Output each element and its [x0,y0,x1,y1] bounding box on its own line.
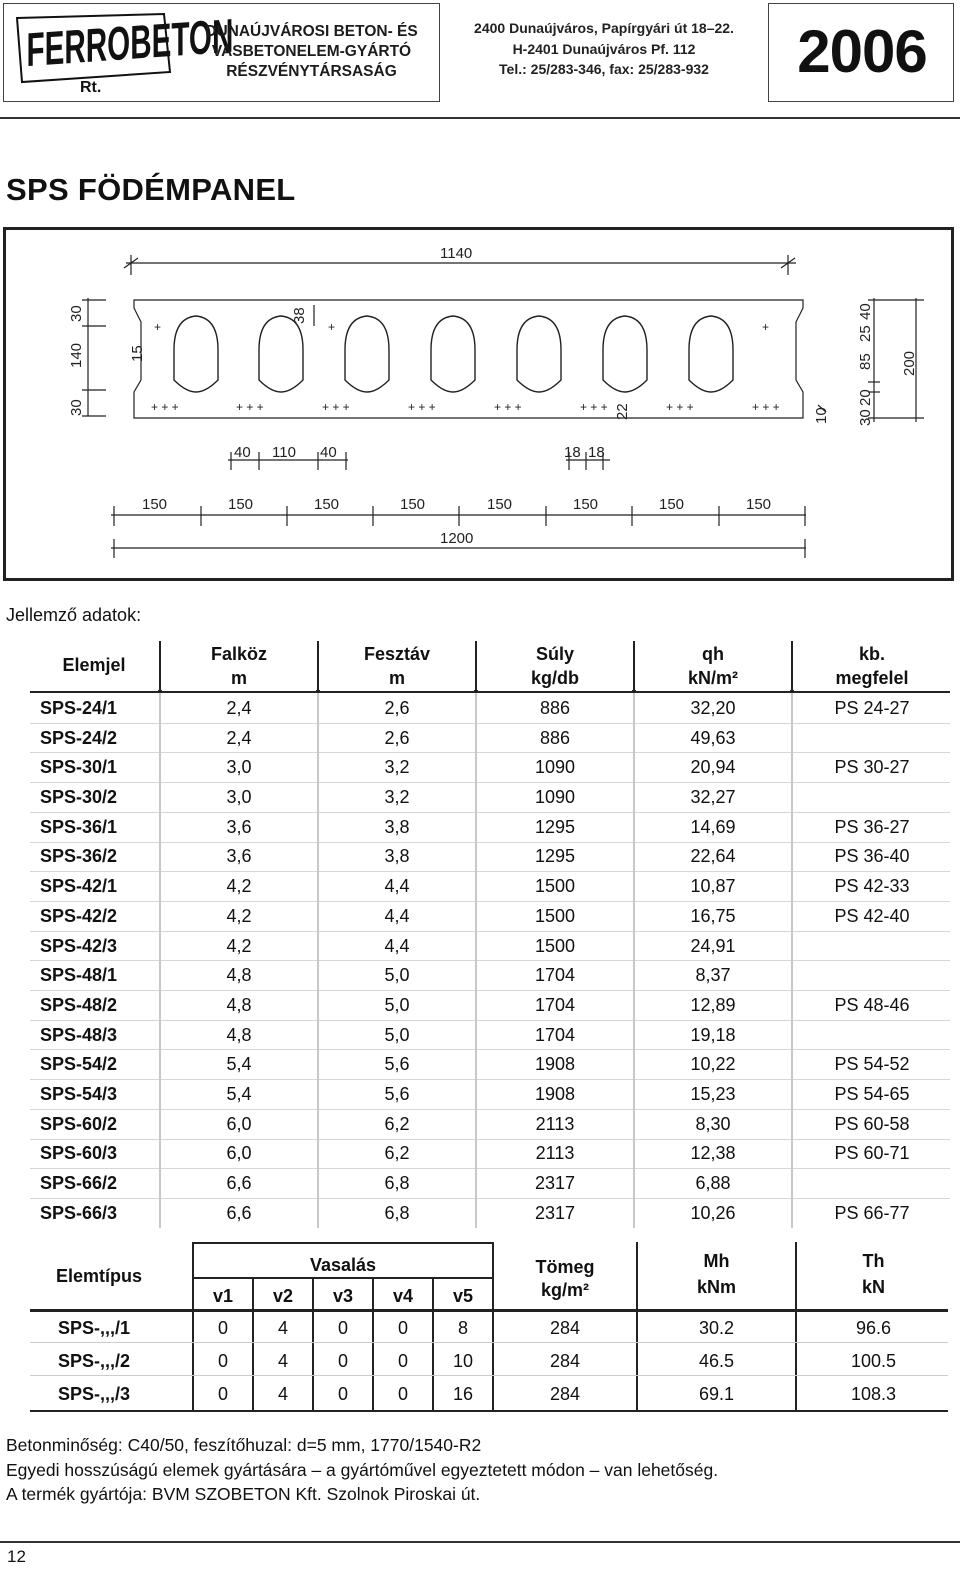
table-cell: 32,20 [690,698,736,718]
table-cell: 6,88 [695,1173,731,1193]
table-cell: 100.5 [850,1351,897,1371]
table-cell: 284 [549,1318,581,1338]
svg-text:+ + +: + + + [752,400,780,414]
dim-label: 15 [129,345,146,362]
table-cell: 1500 [534,905,576,926]
table-divider [633,641,635,691]
logo-suffix: Rt. [80,79,102,96]
table-cell: SPS-30/1 [40,757,118,778]
table-cell: 12,89 [690,994,736,1015]
dim-label: 85 [857,353,874,370]
table-row [30,901,950,931]
table-cell [794,1020,950,1050]
table-cell: 5,6 [384,1054,410,1075]
table-row [30,1079,950,1109]
table-cell: 4,4 [384,876,410,897]
table-cell: 284 [549,1384,581,1404]
table-cell: SPS-54/3 [40,1083,118,1104]
address-line: 2400 Dunaújváros, Papírgyári út 18–22. [474,20,734,36]
dim-label: 10 [813,407,830,424]
table-cell: 6,2 [384,1143,410,1164]
col-header-vasalas: Vasalás [309,1255,377,1275]
note-line: Egyedi hosszúságú elemek gyártására – a gyártóművel egyeztetett módon – van lehetőség. [6,1459,719,1480]
table-cell: 4,2 [226,905,252,926]
table-cell: SPS-48/3 [40,1024,118,1045]
table-row [30,1168,950,1198]
company-line: RÉSZVÉNYTÁRSASÁG [226,63,397,80]
table-row [30,1138,950,1168]
table-row [30,782,950,812]
table-row [30,931,950,961]
table-row [30,1049,950,1079]
dim-label: 1140 [440,245,473,262]
table-cell: SPS-42/3 [40,935,118,956]
table-cell: 20,94 [690,757,736,778]
table-cell: 10,22 [690,1054,736,1075]
table-cell: SPS-60/2 [40,1113,118,1134]
table-cell: 6,0 [226,1143,252,1164]
table-cell: 4,2 [226,935,252,956]
svg-text:+ + +: + + + [322,400,350,414]
col-header-unit: m [388,668,405,688]
table-cell: 108.3 [850,1384,897,1404]
table-cell: SPS-,,,/2 [58,1351,131,1371]
table-row [30,693,950,723]
table-cell: 46.5 [698,1351,735,1371]
col-header-unit: m [230,668,247,688]
page-title: SPS FÖDÉMPANEL [6,172,296,207]
dim-label: 1200 [440,530,474,547]
table-cell: SPS-24/2 [40,727,118,748]
table-cell: 4,8 [226,965,252,986]
table-cell: 5,0 [384,1024,410,1045]
reinforcement-table [30,1242,950,1412]
table-cell: 8,37 [695,965,731,986]
note-line: A termék gyártója: BVM SZOBETON Kft. Szolnok Piroskai út. [6,1484,481,1504]
table-cell: 1090 [534,787,576,808]
table-cell: 6,8 [384,1173,410,1193]
table-cell: 14,69 [690,816,736,837]
table-cell: SPS-48/1 [40,965,118,986]
col-header [320,641,474,691]
dim-label: 40 [234,444,251,461]
table-cell: 3,0 [226,787,252,808]
table-cell: PS 42-33 [834,876,910,897]
col-header-v: v2 [272,1286,294,1306]
table-cell: 24,91 [690,935,736,956]
table-cell: SPS-24/1 [40,698,118,718]
table-cell: PS 24-27 [834,698,910,718]
table-cell: 3,8 [384,846,410,867]
table-row [30,752,950,782]
characteristics-table [30,641,950,1228]
table-row [30,841,950,871]
table-cell: 4,8 [226,994,252,1015]
table-cell: 15,23 [690,1083,736,1104]
table-cell: 0 [217,1384,228,1404]
table-cell: 5,6 [384,1083,410,1104]
table-row [30,1020,950,1050]
col-header-label: Súly [535,644,574,664]
col-header-label: qh [702,644,724,664]
table-cell: 1908 [534,1054,576,1075]
dim-label: 150 [573,496,599,513]
table-cell: SPS-42/2 [40,905,118,926]
table-cell: 6,6 [226,1173,252,1193]
table-cell: 0 [337,1318,348,1338]
table-cell: 1704 [534,965,576,986]
table-cell: SPS-66/2 [40,1173,118,1193]
table-cell: PS 36-27 [834,816,910,837]
table-cell: SPS-54/2 [40,1054,118,1075]
table-cell: 1295 [534,816,576,837]
table-cell: 8 [457,1318,468,1338]
svg-text:+: + [154,320,162,334]
table-cell: 3,2 [384,757,410,778]
dim-label: 30 [857,409,874,426]
table-cell: SPS-36/1 [40,816,118,837]
col-header-v: v3 [332,1286,354,1306]
svg-text:+ + +: + + + [666,400,694,414]
col-header-tomeg-unit: kg/m² [540,1280,589,1300]
table-cell: 4 [277,1384,288,1404]
table-cell: 6,2 [384,1113,410,1134]
table-cell: 6,8 [384,1202,410,1223]
svg-text:+ + +: + + + [236,400,264,414]
dim-label: 18 [588,444,605,461]
table-header [30,641,950,693]
address-line: H-2401 Dunaújváros Pf. 112 [512,40,696,57]
table-cell: 4,4 [384,905,410,926]
company-address [446,18,762,80]
table-cell: SPS-60/3 [40,1143,118,1164]
table-cell: 6,6 [226,1202,252,1223]
table-cell: 4 [277,1318,288,1338]
table-cell: SPS-42/1 [40,876,118,897]
table-cell: 0 [397,1384,408,1404]
col-header [794,641,950,691]
section-subheading: Jellemző adatok: [6,605,142,625]
svg-text:+ + +: + + + [408,400,436,414]
table-divider [159,641,161,691]
table-cell: 96.6 [855,1318,892,1338]
table-divider [475,641,477,691]
table-cell: PS 48-46 [834,994,910,1015]
table-cell: 886 [539,698,571,718]
dim-label: 25 [857,325,874,342]
col-header-label: Fesztáv [363,644,431,664]
notes [6,1433,718,1507]
table-cell: 5,0 [384,965,410,986]
dim-label: 150 [228,496,254,513]
table-cell: 8,30 [695,1113,731,1134]
footer-divider [0,1541,960,1543]
col-header-tomeg: Tömeg [535,1257,595,1277]
table-cell: 16,75 [690,905,736,926]
table-cell: 1500 [534,876,576,897]
dim-label: 140 [68,342,85,368]
table-cell: PS 36-40 [834,846,910,867]
table-cell: 16 [452,1384,474,1404]
table-cell: 19,18 [690,1024,736,1045]
table-cell: 0 [337,1351,348,1371]
table-cell: 6,0 [226,1113,252,1134]
address-line: Tel.: 25/283-346, fax: 25/283-932 [499,61,709,77]
dim-label: 200 [901,350,918,376]
dim-label: 18 [564,444,581,461]
table-cell: PS 30-27 [834,757,910,778]
table-cell: PS 66-77 [834,1202,910,1223]
table-cell: 4,8 [226,1024,252,1045]
table-cell: 4 [277,1351,288,1371]
dim-label: 150 [314,496,340,513]
col-header [478,641,632,691]
dim-label: 38 [291,307,308,324]
table-cell: 284 [549,1351,581,1371]
table-cell [794,960,950,990]
dim-label: 110 [272,444,296,461]
col-header-label: Elemjel [62,655,126,675]
table-row [30,812,950,842]
table-cell: 2317 [534,1202,576,1223]
col-header-elemtipus: Elemtípus [55,1266,143,1286]
table-cell: 69.1 [698,1384,735,1404]
table-cell: 886 [539,727,571,748]
dim-label: 22 [614,403,631,420]
table-cell: 1500 [534,935,576,956]
table-cell: SPS-48/2 [40,994,118,1015]
table-cell: 5,0 [384,994,410,1015]
company-line: VASBETONELEM-GYÁRTÓ [211,43,412,60]
dim-label: 30 [68,399,85,416]
table-cell: 2113 [535,1113,575,1134]
header-company-box [3,3,440,102]
col-header-mh-unit: kNm [696,1277,736,1297]
table-cell: 0 [397,1318,408,1338]
page-number: 12 [7,1547,26,1566]
table-cell: 49,63 [690,727,736,748]
table-cell: 2,4 [226,727,252,748]
table-cell: SPS-,,,/3 [58,1384,131,1404]
table-cell: 1090 [534,757,576,778]
table-cell [794,1168,950,1198]
table-cell: PS 54-65 [834,1083,910,1104]
table-row [30,990,950,1020]
table-cell: SPS-66/3 [40,1202,118,1223]
table-cell: 2113 [535,1143,575,1164]
table-cell: 0 [217,1318,228,1338]
table-cell: 2,6 [384,698,410,718]
table-cell: 3,6 [226,816,252,837]
table-cell: SPS-30/2 [40,787,118,808]
col-header-unit: kg/db [531,668,579,688]
dim-label: 40 [320,444,337,461]
table-cell: SPS-,,,/1 [58,1318,131,1338]
col-header-th-unit: kN [861,1277,885,1297]
table-row [30,960,950,990]
table-cell: 2,6 [384,727,410,748]
table-cell: 32,27 [690,787,736,808]
dim-label: 20 [857,389,874,406]
svg-text:+ + +: + + + [580,400,608,414]
svg-text:+: + [762,320,770,334]
table-cell: 1908 [534,1083,576,1104]
col-header-unit: kN/m² [687,668,738,688]
table-cell: PS 42-40 [834,905,910,926]
table-cell: 0 [337,1384,348,1404]
table-cell: 12,38 [690,1143,736,1164]
table-cell: 4,2 [226,876,252,897]
table-cell: 2,4 [226,698,252,718]
col-header [162,641,316,691]
col-header-v: v4 [392,1286,414,1306]
table-cell: 3,2 [384,787,410,808]
ferrobeton-logo [14,9,234,96]
table-cell: 0 [217,1351,228,1371]
dim-label: 150 [400,496,426,513]
col-header-v: v1 [212,1286,234,1306]
col-header-label: Falköz [210,644,267,664]
col-header-mh: Mh [703,1251,730,1271]
table-cell: 0 [397,1351,408,1371]
table-cell: 1704 [534,1024,576,1045]
table-cell: 3,6 [226,846,252,867]
svg-text:+: + [328,320,336,334]
dim-label: 150 [142,496,168,513]
table-row [30,871,950,901]
table-cell [794,931,950,961]
col-header-v: v5 [452,1286,474,1306]
table-cell: 4,4 [384,935,410,956]
col-header-label: kb. [858,644,885,664]
table-cell: 3,0 [226,757,252,778]
year-box [768,3,954,102]
col-header [30,641,158,691]
company-line: DUNAÚJVÁROSI BETON- ÉS [205,23,418,40]
dim-label: 150 [487,496,513,513]
dim-label: 40 [857,303,874,320]
cross-section-drawing [3,227,954,581]
note-line: Betonminőség: C40/50, feszítőhuzal: d=5 mm, 1770/1540-R2 [6,1435,482,1455]
col-header-unit: megfelel [835,668,909,688]
table-cell: 2317 [534,1173,576,1193]
col-header [636,641,790,691]
dim-label: 150 [746,496,772,513]
table-cell: 1295 [534,846,576,867]
svg-text:+ + +: + + + [151,400,179,414]
table-cell: 5,4 [226,1054,252,1075]
table-cell [794,782,950,812]
dim-label: 30 [68,305,85,322]
table-cell: 22,64 [690,846,736,867]
table-row [30,1198,950,1228]
table-cell: 1704 [534,994,576,1015]
table-cell: 10,87 [690,876,736,897]
logo-wordmark: FERROBETON [26,9,234,77]
table-cell: SPS-36/2 [40,846,118,867]
table-divider [317,641,319,691]
table-cell: 3,8 [384,816,410,837]
table-row [30,723,950,753]
table-cell: 10,26 [690,1202,736,1223]
header-divider [0,117,960,119]
table-cell: PS 54-52 [834,1054,910,1075]
dim-label: 150 [659,496,685,513]
table-cell: PS 60-71 [834,1143,910,1164]
table-cell: 30.2 [698,1318,735,1338]
table-cell: 10 [452,1351,474,1371]
col-header-th: Th [862,1251,885,1271]
company-name [189,22,434,82]
table-cell: PS 60-58 [834,1113,910,1134]
panel-cross-section [6,230,951,578]
year: 2006 [797,18,927,85]
table-body [30,693,950,1228]
table-divider [791,641,793,691]
svg-text:+ + +: + + + [494,400,522,414]
table-cell: 5,4 [226,1083,252,1104]
table-row [30,1109,950,1139]
table-cell [794,723,950,753]
